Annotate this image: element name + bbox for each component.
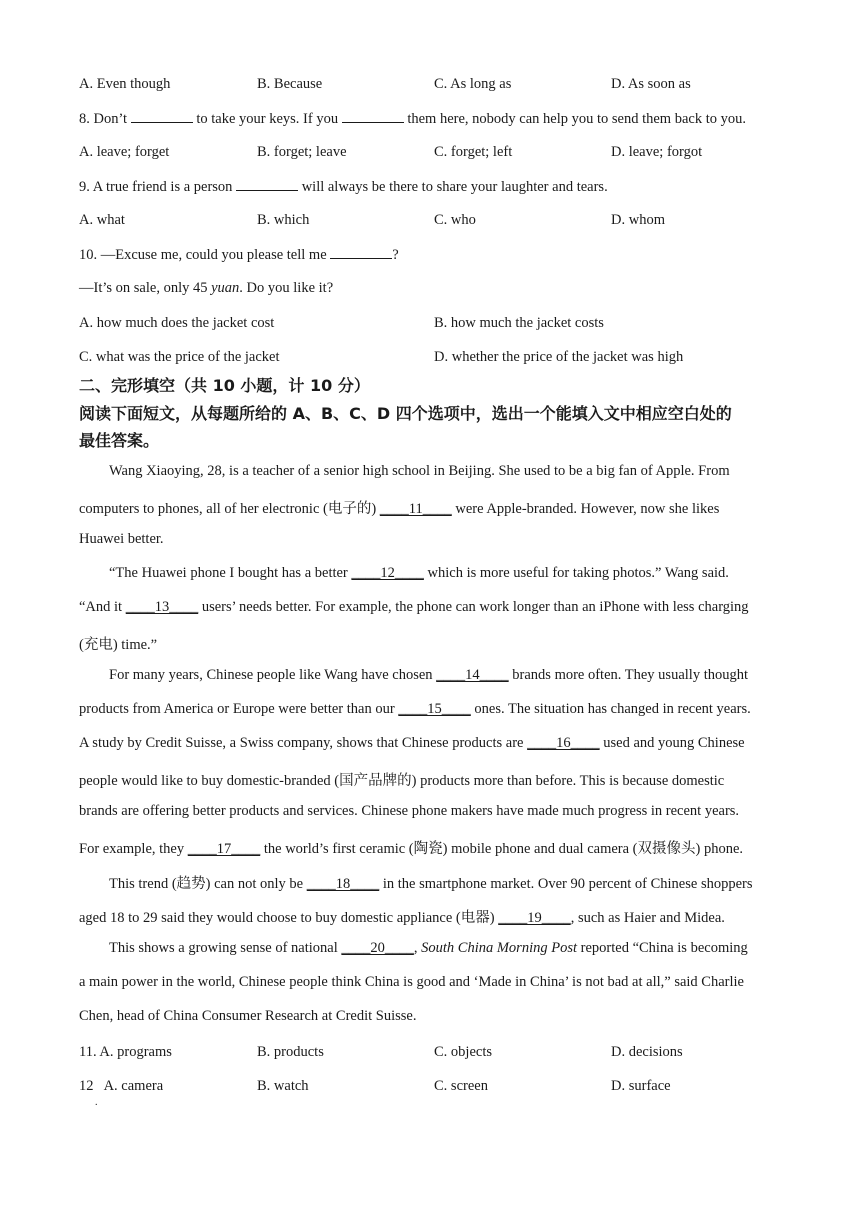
question-text: 8. Don’t	[79, 111, 131, 127]
passage-text: A study by Credit Suisse, a Swiss company, shows that Chinese products are	[79, 735, 528, 751]
passage-text: used and young Chinese	[599, 735, 745, 751]
answer-blank[interactable]	[131, 109, 193, 123]
passage-text: reported “China is becoming	[577, 940, 748, 956]
passage-line	[79, 599, 791, 616]
passage-line	[79, 906, 791, 927]
option-c[interactable]: C. screen	[434, 1078, 488, 1094]
blank-18[interactable]: ____18____	[306, 876, 380, 892]
option-a[interactable]: 11. A. programs	[79, 1044, 172, 1060]
option-c[interactable]: C. As long as	[434, 76, 512, 92]
question-10	[79, 245, 399, 264]
passage-line: Wang Xiaoying, 28, is a teacher of a senior high school in Beijing. She used to be a big fan of Apple. From	[109, 463, 730, 479]
question-9	[79, 177, 608, 196]
option-b[interactable]: B. Because	[257, 76, 323, 92]
reply-text: . Do you like it?	[239, 280, 334, 296]
question-10-reply	[79, 279, 333, 297]
option-a[interactable]: 12 A. camera	[79, 1078, 164, 1094]
passage-line	[79, 940, 821, 957]
passage-line	[79, 565, 821, 582]
blank-19[interactable]: ____19____	[498, 910, 571, 926]
passage-line	[79, 735, 791, 752]
option-d[interactable]: D. whether the price of the jacket was high	[434, 349, 684, 365]
answer-blank[interactable]	[342, 109, 404, 123]
passage-text: were Apple-branded. However, now she likes	[451, 501, 720, 517]
option-a[interactable]: A. what	[79, 212, 125, 228]
passage-text: This shows a growing sense of national	[109, 940, 342, 956]
blank-16[interactable]: ____16____	[527, 735, 600, 751]
passage-line	[79, 872, 821, 893]
passage-text: ones. The situation has changed in recent years.	[470, 701, 751, 717]
passage-line: a main power in the world, Chinese people think China is good and ‘Made in China’ is not bad at all,” said Charlie	[79, 974, 744, 990]
option-b[interactable]: B. forget; leave	[257, 144, 347, 160]
section-title: 二、完形填空（共 10 小题，计 10 分）	[79, 376, 370, 395]
blank-14[interactable]: ____14____	[436, 667, 509, 683]
passage-text: computers to phones, all of her electronic (电子的)	[79, 501, 380, 517]
passage-line: brands are offering better products and services. Chinese phone makers have made much progress in recent years.	[79, 803, 740, 819]
option-b[interactable]: B. how much the jacket costs	[434, 315, 604, 331]
q8-options	[0, 143, 868, 161]
passage-text: brands more often. They usually thought	[508, 667, 748, 683]
blank-13[interactable]: ____13____	[125, 599, 199, 615]
passage-line	[79, 667, 821, 684]
passage-text: This trend (趋势) can not only be	[109, 876, 307, 892]
passage-text: aged 18 to 29 said they would choose to buy domestic appliance (电器)	[79, 910, 499, 926]
option-d[interactable]: D. leave; forgot	[611, 144, 703, 160]
option-b[interactable]: B. products	[257, 1044, 324, 1060]
passage-text: which is more useful for taking photos.” Wang said.	[423, 565, 729, 581]
newspaper-name: South China Morning Post	[421, 940, 578, 956]
q10-options-row1	[0, 314, 868, 332]
blank-15[interactable]: ____15____	[398, 701, 471, 717]
option-b[interactable]: B. watch	[257, 1078, 309, 1094]
question-8	[79, 109, 746, 128]
passage-text: “And it	[79, 599, 126, 615]
question-text: ?	[392, 247, 399, 263]
section-instruction-cont: 最佳答案。	[79, 431, 160, 450]
option-d[interactable]: D. decisions	[611, 1044, 683, 1060]
question-text: to take your keys. If you	[192, 111, 342, 127]
blank-11[interactable]: ____11____	[379, 501, 452, 517]
passage-text: For example, they	[79, 841, 188, 857]
blank-20[interactable]: ____20____	[341, 940, 414, 956]
option-c[interactable]: C. forget; left	[434, 144, 513, 160]
question-text: will always be there to share your laughter and tears.	[298, 179, 608, 195]
question-text: them here, nobody can help you to send them back to you.	[403, 111, 746, 127]
option-b[interactable]: B. which	[257, 212, 310, 228]
option-a[interactable]: A. Even though	[79, 76, 171, 92]
passage-line: people would like to buy domestic-branded (国产品牌的) products more than before. This is because domestic	[79, 773, 725, 789]
passage-line	[79, 701, 791, 718]
section-instruction: 阅读下面短文，从每题所给的 A、B、C、D 四个选项中，选出一个能填入文中相应空白处的	[79, 404, 732, 423]
option-a[interactable]: A. how much does the jacket cost	[79, 315, 275, 331]
passage-text: the world’s first ceramic (陶瓷) mobile phone and dual camera (双摄像头) phone.	[260, 841, 744, 857]
option-c[interactable]: C. who	[434, 212, 476, 228]
reply-italic: yuan	[211, 280, 240, 296]
option-d[interactable]: D. As soon as	[611, 76, 691, 92]
stray-dot: .	[95, 1097, 98, 1108]
passage-text: in the smartphone market. Over 90 percent of Chinese shoppers	[379, 876, 753, 892]
passage-text: For many years, Chinese people like Wang have chosen	[109, 667, 437, 683]
question-text: 10. —Excuse me, could you please tell me	[79, 247, 331, 263]
answer-blank[interactable]	[330, 245, 392, 259]
answer-blank[interactable]	[236, 177, 298, 191]
passage-line	[79, 497, 791, 518]
question-text: 9. A true friend is a person	[79, 179, 237, 195]
passage-text: ,	[413, 940, 422, 956]
passage-line: Chen, head of China Consumer Research at Credit Suisse.	[79, 1008, 417, 1024]
passage-line: Huawei better.	[79, 531, 164, 547]
passage-line	[79, 837, 791, 858]
q9-options	[0, 211, 868, 229]
blank-17[interactable]: ____17____	[187, 841, 261, 857]
passage-text: , such as Haier and Midea.	[570, 910, 725, 926]
passage-line: (充电) time.”	[79, 637, 158, 653]
option-d[interactable]: D. surface	[611, 1078, 671, 1094]
option-c[interactable]: C. objects	[434, 1044, 492, 1060]
option-d[interactable]: D. whom	[611, 212, 665, 228]
option-c[interactable]: C. what was the price of the jacket	[79, 349, 280, 365]
q11-options	[0, 1043, 868, 1061]
passage-text: products from America or Europe were better than our	[79, 701, 399, 717]
blank-12[interactable]: ____12____	[351, 565, 424, 581]
q10-options-row2	[0, 348, 868, 366]
q7-options	[0, 75, 868, 93]
passage-text: “The Huawei phone I bought has a better	[109, 565, 352, 581]
option-a[interactable]: A. leave; forget	[79, 144, 170, 160]
q12-options	[0, 1077, 868, 1095]
reply-text: —It’s on sale, only 45	[79, 280, 212, 296]
passage-text: users’ needs better. For example, the phone can work longer than an iPhone with less charging	[198, 599, 749, 615]
